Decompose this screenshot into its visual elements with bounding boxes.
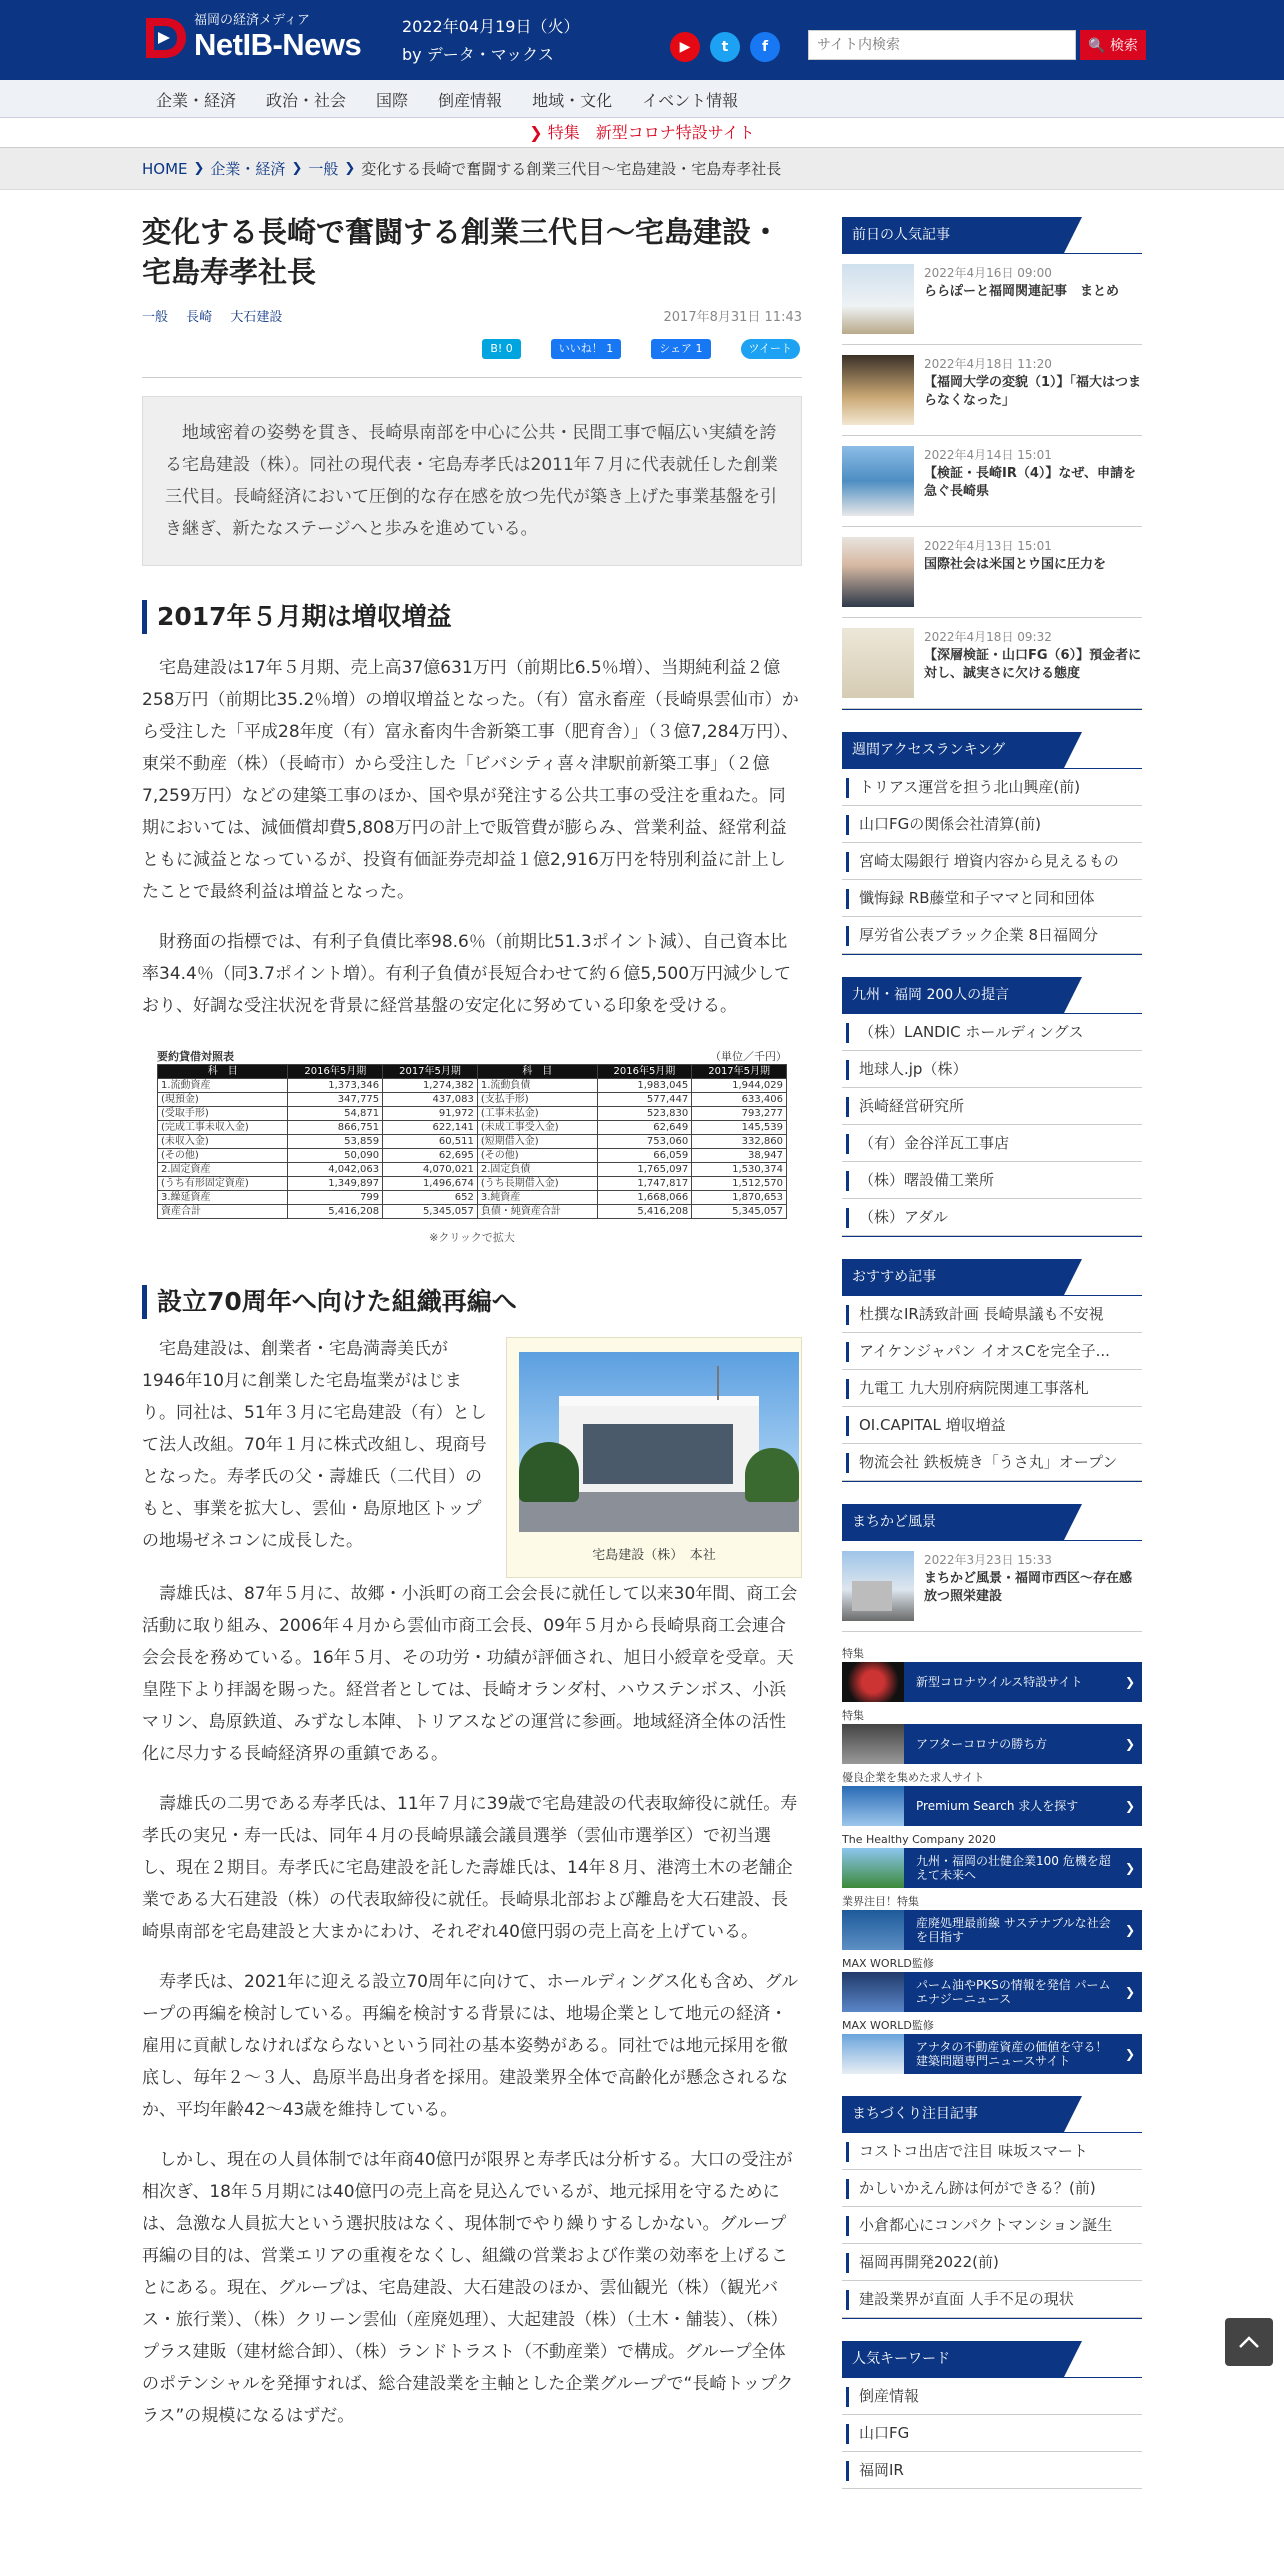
ranking-item[interactable]: 山口FGの関係会社清算(前): [842, 806, 1142, 843]
logo-mark-icon: [142, 14, 190, 62]
nav-item-bankruptcy[interactable]: 倒産情報: [438, 90, 503, 110]
table-row: [158, 1191, 787, 1205]
table-cell: 91,972: [383, 1107, 478, 1121]
table-cell: 1,668,066: [597, 1191, 692, 1205]
search-button-label: 検索: [1109, 38, 1138, 54]
facebook-like-button[interactable]: いいね！ 1: [551, 339, 622, 359]
sidebar-banner[interactable]: [842, 1956, 1142, 2012]
sidebar-banner[interactable]: [842, 1646, 1142, 1702]
sidebar-heading: 九州・福岡 200人の提言: [842, 977, 1064, 1013]
header-byline: by データ・マックス: [402, 45, 554, 64]
machizukuri-item[interactable]: 建設業界が直面 人手不足の現状: [842, 2281, 1142, 2318]
tag-link[interactable]: 一般: [142, 310, 169, 325]
table-cell: 332,860: [692, 1135, 787, 1149]
table-cell: 799: [288, 1191, 383, 1205]
banner-label: MAX WORLD監修: [842, 2019, 934, 2032]
breadcrumb-general[interactable]: 一般: [308, 160, 339, 178]
table-cell: (その他): [477, 1149, 597, 1163]
table-cell: 437,083: [383, 1093, 478, 1107]
sidebar-heading: まちづくり注目記事: [842, 2096, 1064, 2132]
search-icon: 🔍: [1088, 38, 1106, 54]
ranking-item[interactable]: 宮崎太陽銀行 増資内容から見えるもの: [842, 843, 1142, 880]
nav-item-events[interactable]: イベント情報: [642, 90, 739, 110]
table-row: [158, 1079, 787, 1093]
share-buttons: [142, 339, 802, 359]
table-row: [158, 1121, 787, 1135]
youtube-icon[interactable]: ▶: [670, 32, 700, 62]
sidebar-heading: まちかど風景: [842, 1504, 1064, 1540]
table-row: [158, 1149, 787, 1163]
table-cell: 1,944,029: [692, 1079, 787, 1093]
table-cell: (未成工事受入金): [477, 1121, 597, 1135]
special-covid-link[interactable]: 特集 新型コロナ特設サイト: [547, 123, 755, 142]
table-cell: 523,830: [597, 1107, 692, 1121]
breadcrumb-current: 変化する長崎で奮闘する創業三代目～宅島建設・宅島寿孝社長: [361, 160, 782, 178]
banner-text: アフターコロナの勝ち方: [916, 1737, 1048, 1751]
paragraph: 寿孝氏は、2021年に迎える設立70周年に向けて、ホールディングス化も含め、グループの再編を検討している。再編を検討する背景には、地場企業として地元の経済・雇用に貢献しなければならないという同社の基本姿勢がある。同社では地元採用を徹底し、毎年２～３人、島原半島出身者を採用。建設業界全体で高齢化が懸念されるなか、平均年齢42～43歳を維持している。: [142, 1972, 799, 2120]
article-lead: 地域密着の姿勢を貫き、長崎県南部を中心に公共・民間工事で幅広い実績を誇る宅島建設（株）。同社の現代表・宅島寿孝氏は2011年７月に代表就任した創業三代目。長崎経済において圧倒的な存在感を放つ先代が築き上げた事業基盤を引き継ぎ、新たなステージへと歩みを進めている。: [142, 396, 802, 566]
sidebar-banner[interactable]: [842, 1832, 1142, 1888]
article-link: 【深層検証・山口FG（6）】預金者に対し、誠実さに欠ける態度: [924, 648, 1142, 681]
table-cell: 1.流動負債: [477, 1079, 597, 1093]
chevron-right-icon: ❯: [1124, 1985, 1136, 1999]
banner-image: [842, 1724, 904, 1764]
table-cell: 4,042,063: [288, 1163, 383, 1177]
table-header: 科 目: [158, 1065, 288, 1079]
recommended-item[interactable]: 杜撰なIR誘致計画 長崎県議も不安視: [842, 1296, 1142, 1333]
table-cell: 2.固定負債: [477, 1163, 597, 1177]
article-link: まちかど風景・福岡市西区～存在感放つ照栄建設: [924, 1571, 1133, 1604]
table-cell: (短期借入金): [477, 1135, 597, 1149]
keyword-link[interactable]: 倒産情報: [842, 2378, 1142, 2415]
popular-article-item[interactable]: [842, 436, 1142, 527]
table-row: [158, 1205, 787, 1219]
machikado-box: [842, 1504, 1142, 1632]
click-to-enlarge-note: ※クリックで拡大: [429, 1231, 515, 1244]
machizukuri-item[interactable]: コストコ出店で注目 味坂スマート: [842, 2133, 1142, 2170]
nav-item-international[interactable]: 国際: [376, 90, 409, 110]
paragraph: 宅島建設は、創業者・宅島満壽美氏が1946年10月に創業した宅島塩業がはじまり。同社は、51年３月に宅島建設（有）として法人改組。70年１月に株式改組し、現商号となった。寿孝氏の父・壽雄氏（二代目）のもと、事業を拡大し、雲仙・島原地区トップの地場ゼネコンに成長した。: [142, 1339, 487, 1551]
banner-label: 優良企業を集めた求人サイト: [842, 1771, 985, 1784]
table-cell: 4,070,021: [383, 1163, 478, 1177]
chevron-right-icon: ❯: [1124, 1861, 1136, 1875]
breadcrumb-home[interactable]: HOME: [142, 160, 188, 178]
special-link-bar: [0, 118, 1284, 148]
banner-text: アナタの不動産資産の価値を守る！ 建築問題専門ニュースサイト: [916, 2040, 1108, 2068]
breadcrumb-business[interactable]: 企業・経済: [210, 160, 286, 178]
table-cell: 5,416,208: [288, 1205, 383, 1219]
scroll-to-top-button[interactable]: [1225, 2318, 1273, 2366]
banner-text: Premium Search 求人を探す: [916, 1799, 1079, 1813]
article-date: 2017年8月31日 11:43: [663, 310, 802, 325]
recommended-articles: [842, 1259, 1142, 1482]
table-cell: 1,747,817: [597, 1177, 692, 1191]
machizukuri-item[interactable]: かしいかえん跡は何ができる？(前): [842, 2170, 1142, 2207]
search-input[interactable]: [808, 30, 1076, 60]
paragraph: 財務面の指標では、有利子負債比率98.6％（前期比51.3ポイント減）、自己資本比率34.4％（同3.7ポイント増）。有利子負債が長短合わせて約６億5,500万円減少しており、好調な受注状況を背景に経営基盤の安定化に努めている印象を受ける。: [142, 932, 792, 1016]
recommended-item[interactable]: アイケンジャパン イオスCを完全子...: [842, 1333, 1142, 1370]
balance-sheet-title: 要約貸借対照表: [157, 1050, 234, 1063]
balance-sheet-figure[interactable]: [142, 1048, 802, 1245]
paragraph: 壽雄氏の二男である寿孝氏は、11年７月に39歳で宅島建設の代表取締役に就任。寿孝氏の実兄・寿一氏は、同年４月の長崎県議会議員選挙（雲仙市選挙区）で初当選し、現在２期目。寿孝氏に宅島建設を託した壽雄氏は、14年８月、港湾土木の老舗企業である大石建設（株）の代表取締役に就任。長崎県北部および離島を大石建設、長崎県南部を宅島建設と大まかにわけ、それぞれ40億円弱の売上高を上げている。: [142, 1794, 798, 1942]
banner-text: 産廃処理最前線 サステナブルな社会を目指す: [916, 1916, 1111, 1944]
article-date: 2022年4月18日 11:20: [924, 357, 1052, 371]
keyword-link[interactable]: 福岡IR: [842, 2452, 1142, 2489]
table-cell: (現預金): [158, 1093, 288, 1107]
table-cell: (支払手形): [477, 1093, 597, 1107]
table-cell: 652: [383, 1191, 478, 1205]
ranking-item[interactable]: 懺悔録 RB藤堂和子ママと同和団体: [842, 880, 1142, 917]
sidebar-heading: おすすめ記事: [842, 1259, 1064, 1295]
chevron-right-icon: ❯: [344, 161, 356, 176]
proposal-item[interactable]: （有）金谷洋瓦工事店: [842, 1125, 1142, 1162]
popular-articles: [842, 217, 1142, 710]
sidebar-banner[interactable]: [842, 1708, 1142, 1764]
chevron-right-icon: ❯: [1124, 1923, 1136, 1937]
weekly-ranking: [842, 732, 1142, 955]
balance-sheet-unit: （単位／千円）: [710, 1050, 787, 1063]
chevron-right-icon: ❯: [1124, 1675, 1136, 1689]
proposal-item[interactable]: 地球人.jp（株）: [842, 1051, 1142, 1088]
nav-item-politics[interactable]: 政治・社会: [266, 90, 347, 110]
banner-image: [842, 2034, 904, 2074]
table-cell: 1,983,045: [597, 1079, 692, 1093]
table-cell: (未収入金): [158, 1135, 288, 1149]
hatena-bookmark-button[interactable]: B! 0: [482, 339, 520, 359]
sidebar-banner[interactable]: [842, 1770, 1142, 1826]
ranking-item[interactable]: 厚労省公表ブラック企業 8日福岡分: [842, 917, 1142, 954]
sidebar-heading: 週間アクセスランキング: [842, 732, 1064, 768]
banner-text: 新型コロナウイルス特設サイト: [916, 1675, 1083, 1689]
chevron-right-icon: ❯: [1124, 2047, 1136, 2061]
global-nav: [0, 80, 1284, 118]
balance-sheet-table: [157, 1064, 787, 1219]
chevron-right-icon: ❯: [1124, 1737, 1136, 1751]
head-office-figure[interactable]: [506, 1337, 802, 1578]
tweet-button[interactable]: ツイート: [741, 339, 800, 359]
table-cell: 793,277: [692, 1107, 787, 1121]
site-tagline: 福岡の経済メディア: [194, 13, 310, 28]
popular-article-item[interactable]: [842, 527, 1142, 618]
site-header: [0, 0, 1284, 80]
proposal-item[interactable]: 浜崎経営研究所: [842, 1088, 1142, 1125]
table-cell: 38,947: [692, 1149, 787, 1163]
table-cell: 1,870,653: [692, 1191, 787, 1205]
table-header: 2017年5月期: [383, 1065, 478, 1079]
table-cell: 62,649: [597, 1121, 692, 1135]
article-title: 変化する長崎で奮闘する創業三代目～宅島建設・宅島寿孝社長: [142, 215, 781, 289]
banner-label: 特集: [842, 1709, 864, 1722]
proposal-list: [842, 977, 1142, 1237]
chevron-right-icon: ❯: [1124, 1799, 1136, 1813]
figure-caption: 宅島建設（株） 本社: [592, 1548, 716, 1563]
article-date: 2022年4月18日 09:32: [924, 630, 1052, 644]
article-thumbnail: [842, 264, 914, 334]
article-link: ららぽーと福岡関連記事 まとめ: [924, 284, 1120, 299]
tag-link[interactable]: 長崎: [186, 310, 213, 325]
article-thumbnail: [842, 446, 914, 516]
banner-image: [842, 1786, 904, 1826]
machizukuri-item[interactable]: 小倉都心にコンパクトマンション誕生: [842, 2207, 1142, 2244]
table-cell: 66,059: [597, 1149, 692, 1163]
table-cell: 1,349,897: [288, 1177, 383, 1191]
table-header: 科 目: [477, 1065, 597, 1079]
banner-label: The Healthy Company 2020: [842, 1833, 996, 1846]
table-cell: 50,090: [288, 1149, 383, 1163]
table-cell: 62,695: [383, 1149, 478, 1163]
search-button[interactable]: [1080, 30, 1146, 60]
article-thumbnail: [842, 355, 914, 425]
banner-text: 九州・福岡の壮健企業100 危機を超えて未来へ: [916, 1854, 1111, 1882]
table-cell: 53,859: [288, 1135, 383, 1149]
article-thumbnail: [842, 537, 914, 607]
banner-image: [842, 1910, 904, 1950]
chevron-right-icon: ❯: [529, 123, 543, 142]
article-date: 2022年4月13日 15:01: [924, 539, 1052, 553]
proposal-item[interactable]: （株）LANDIC ホールディングス: [842, 1014, 1142, 1051]
table-row: [158, 1093, 787, 1107]
nav-item-business[interactable]: 企業・経済: [156, 90, 237, 110]
recommended-item[interactable]: 九電工 九大別府病院関連工事落札: [842, 1370, 1142, 1407]
paragraph: しかし、現在の人員体制では年商40億円が限界と寿孝氏は分析する。大口の受注が相次ぎ、18年５月期には40億円の売上高を見込んでいるが、地元採用を守るためには、急激な人員拡大という選択肢はなく、現体制でやり繰りするしかない。グループ再編の目的は、営業エリアの重複をなくし、組織の営業および作業の効率を上げることにある。現在、グループは、宅島建設、大石建設のほか、雲仙観光（株）（観光バス・旅行業）、（株）クリーン雲仙（産廃処理）、大起建設（株）（土木・舗装）、（株）プラス建販（建材総合卸）、（株）ランドトラスト（不動産業）で構成。グループ全体のポテンシャルを発揮すれば、総合建設業を主軸とした企業グループで“長崎トップクラス”の規模になるはずだ。: [142, 2150, 794, 2426]
breadcrumb: [0, 148, 1284, 190]
table-cell: 1,530,374: [692, 1163, 787, 1177]
section-heading: 2017年５月期は増収増益: [142, 600, 802, 634]
table-header: 2017年5月期: [692, 1065, 787, 1079]
paragraph: 宅島建設は17年５月期、売上高37億631万円（前期比6.5％増）、当期純利益２億258万円（前期比35.2％増）の増収増益となった。（有）富永畜産（長崎県雲仙市）から受注した「平成28年度（有）富永畜肉牛舎新築工事（肥育舎）」（３億7,284万円）、東栄不動産（株）（長崎市）から受注した「ビバシティ喜々津駅前新築工事」（２億7,259万円）などの建築工事のほか、国や県が発注する公共工事の受注を重ねた。同期においては、減価償却費5,808万円の計上で販管費が膨らみ、営業利益、経常利益ともに減益となっているが、投資有価証券売却益１億2,916万円を特別利益に計上したことで最終利益は増益となった。: [142, 658, 799, 902]
banner-label: MAX WORLD監修: [842, 1957, 934, 1970]
paragraph: 壽雄氏は、87年５月に、故郷・小浜町の商工会会長に就任して以来30年間、商工会活動に取り組み、2006年４月から雲仙市商工会長、09年５月から長崎県商工会連合会会長を務めている。16年５月、その功労・功績が評価され、旭日小綬章を受章。天皇陛下より拝謁を賜った。経営者としては、長崎オランダ村、ハウステンボス、小浜マリン、島原鉄道、みずなし本陣、トリアスなどの運営に参画。地域経済全体の活性化に尽力する長崎経済界の重鎮である。: [142, 1584, 798, 1764]
recommended-item[interactable]: 物流会社 鉄板焼き「うさ丸」オープン: [842, 1444, 1142, 1481]
table-header: 2016年5月期: [597, 1065, 692, 1079]
article-date: 2022年4月14日 15:01: [924, 448, 1052, 462]
table-cell: 753,060: [597, 1135, 692, 1149]
table-cell: 347,775: [288, 1093, 383, 1107]
chevron-up-icon: [1238, 2335, 1260, 2349]
ranking-item[interactable]: トリアス運営を担う北山興産(前): [842, 769, 1142, 806]
article-date: 2022年3月23日 15:33: [924, 1553, 1052, 1567]
table-cell: 866,751: [288, 1121, 383, 1135]
table-cell: 負債・純資産合計: [477, 1205, 597, 1219]
table-row: [158, 1107, 787, 1121]
nav-item-region[interactable]: 地域・文化: [532, 90, 613, 110]
banner-image: [842, 1972, 904, 2012]
table-cell: 資産合計: [158, 1205, 288, 1219]
table-row: [158, 1163, 787, 1177]
sidebar-banner[interactable]: [842, 2018, 1142, 2074]
table-cell: (うち長期借入金): [477, 1177, 597, 1191]
article-link: 【検証・長崎IR（4）】なぜ、申請を急ぐ長崎県: [924, 466, 1137, 499]
table-cell: 1,496,674: [383, 1177, 478, 1191]
table-cell: 2.固定資産: [158, 1163, 288, 1177]
table-cell: 622,141: [383, 1121, 478, 1135]
table-cell: 3.繰延資産: [158, 1191, 288, 1205]
recommended-item[interactable]: OI.CAPITAL 増収増益: [842, 1407, 1142, 1444]
table-cell: 1.流動資産: [158, 1079, 288, 1093]
banner-label: 業界注目！特集: [842, 1895, 919, 1908]
machizukuri-item[interactable]: 福岡再開発2022(前): [842, 2244, 1142, 2281]
proposal-item[interactable]: （株）曙設備工業所: [842, 1162, 1142, 1199]
popular-article-item[interactable]: [842, 345, 1142, 436]
article: [142, 210, 802, 2432]
facebook-share-button[interactable]: シェア 1: [651, 339, 710, 359]
table-header: 2016年5月期: [288, 1065, 383, 1079]
tag-link[interactable]: 大石建設: [230, 310, 283, 325]
article-link: 【福岡大学の変貌（1）】「福大はつまらなくなった」: [924, 375, 1142, 408]
table-cell: 1,373,346: [288, 1079, 383, 1093]
table-cell: (工事未払金): [477, 1107, 597, 1121]
table-cell: (受取手形): [158, 1107, 288, 1121]
facebook-icon[interactable]: f: [750, 32, 780, 62]
section-heading: 設立70周年へ向けた組織再編へ: [142, 1285, 802, 1319]
banner-text: パーム油やPKSの情報を発信 パームエナジーニュース: [916, 1978, 1111, 2006]
site-logo[interactable]: [142, 14, 361, 62]
table-cell: (完成工事未収入金): [158, 1121, 288, 1135]
table-cell: 633,406: [692, 1093, 787, 1107]
table-cell: 5,416,208: [597, 1205, 692, 1219]
popular-keywords: [842, 2341, 1142, 2489]
popular-article-item[interactable]: [842, 254, 1142, 345]
header-date: 2022年04月19日（火）: [402, 17, 580, 36]
table-cell: 1,765,097: [597, 1163, 692, 1177]
table-cell: (うち有形固定資産): [158, 1177, 288, 1191]
twitter-icon[interactable]: t: [710, 32, 740, 62]
table-cell: (その他): [158, 1149, 288, 1163]
machikado-item[interactable]: [842, 1541, 1142, 1632]
table-cell: 60,511: [383, 1135, 478, 1149]
table-cell: 577,447: [597, 1093, 692, 1107]
chevron-right-icon: ❯: [193, 161, 205, 176]
banner-image: [842, 1662, 904, 1702]
sidebar-banner[interactable]: [842, 1894, 1142, 1950]
table-cell: 1,274,382: [383, 1079, 478, 1093]
keyword-link[interactable]: 山口FG: [842, 2415, 1142, 2452]
chevron-right-icon: ❯: [291, 161, 303, 176]
banner-image: [842, 1848, 904, 1888]
table-cell: 54,871: [288, 1107, 383, 1121]
table-row: [158, 1177, 787, 1191]
popular-article-item[interactable]: [842, 618, 1142, 709]
table-cell: 145,539: [692, 1121, 787, 1135]
banner-label: 特集: [842, 1647, 864, 1660]
table-row: [158, 1135, 787, 1149]
machizukuri-articles: [842, 2096, 1142, 2319]
site-search: [808, 30, 1146, 60]
article-link: 国際社会は米国とウ国に圧力を: [924, 557, 1107, 572]
article-thumbnail: [842, 628, 914, 698]
sidebar-heading: 前日の人気記事: [842, 217, 1064, 253]
table-cell: 3.純資産: [477, 1191, 597, 1205]
table-cell: 5,345,057: [692, 1205, 787, 1219]
article-date: 2022年4月16日 09:00: [924, 266, 1052, 280]
head-office-photo: [519, 1352, 799, 1532]
article-thumbnail: [842, 1551, 914, 1621]
divider: [142, 377, 802, 378]
table-cell: 1,512,570: [692, 1177, 787, 1191]
sidebar: [842, 217, 1142, 2511]
proposal-item[interactable]: （株）アダル: [842, 1199, 1142, 1236]
table-cell: 5,345,057: [383, 1205, 478, 1219]
site-name: NetIB-News: [194, 27, 362, 62]
sidebar-heading: 人気キーワード: [842, 2341, 1064, 2377]
